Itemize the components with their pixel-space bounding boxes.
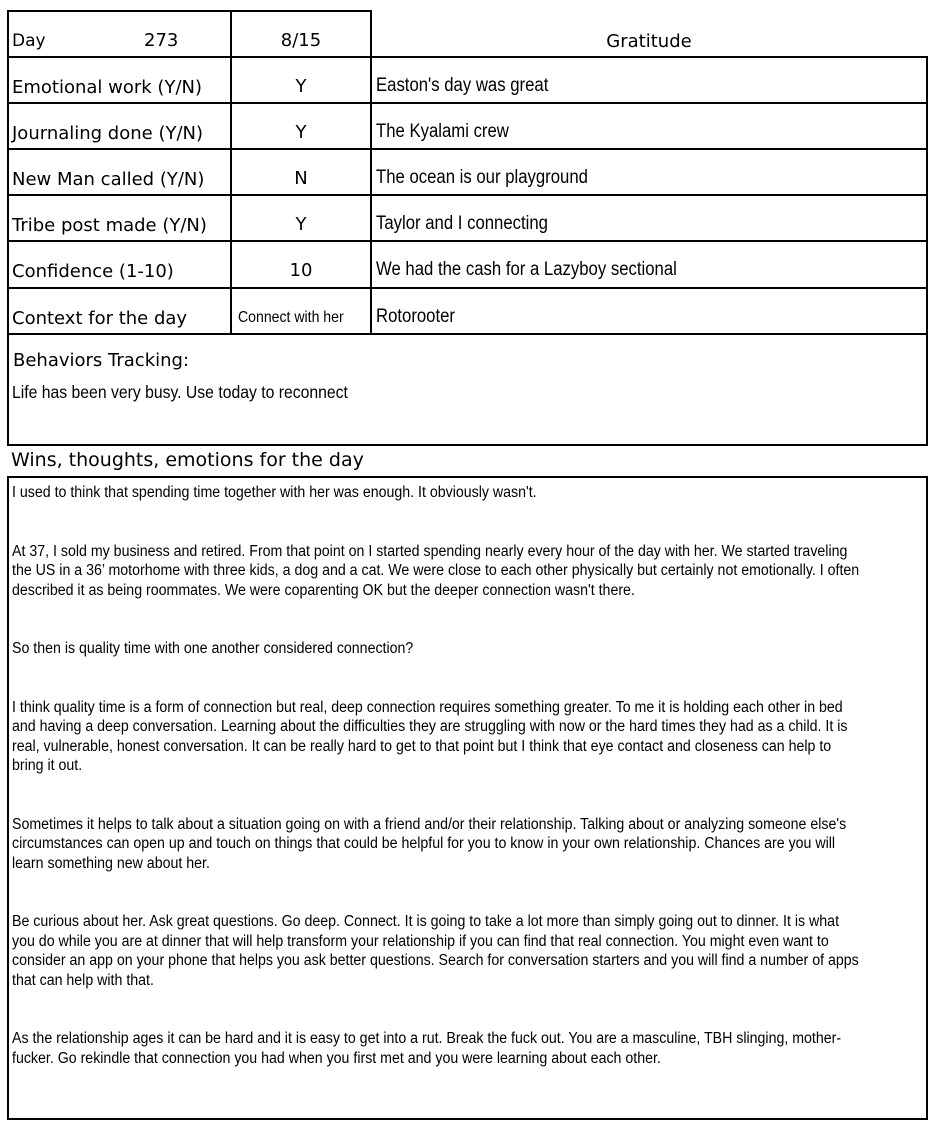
row-label: Emotional work (Y/N) (12, 77, 203, 98)
row-value[interactable]: N (294, 168, 308, 189)
table-border-left (7, 10, 9, 446)
row-value[interactable]: Y (295, 214, 307, 235)
row-value[interactable]: 10 (289, 260, 313, 281)
row-divider (7, 194, 928, 196)
day-label: Day (12, 31, 46, 51)
wins-paragraph: Sometimes it helps to talk about a situation going on with a friend and/or their relationship. Talking about or analyzing someone else's circumstances can open up and touch on things that could be helpful for you to know in your own relationship. Chances are you will learn something new about her. (12, 815, 847, 872)
wins-paragraph: At 37, I sold my business and retired. From that point on I started spending nearly every hour of the day with her. We started traveling the US in a 36’ motorhome with three kids, a dog and a cat. We were close to each other physically but certainly not emotionally. I often described it as being roommates. We were coparenting OK but the deeper connection wasn't there. (12, 542, 860, 599)
wins-paragraph: Be curious about her. Ask great questions. Go deep. Connect. It is going to take a lot more than simply going out to dinner. It is what you do while you are at dinner that will help transform your relationship if you can find that real connection. You might even want to consider an app on your phone that helps you ask better questions. Search for conversation starters and you will find a number of apps that can help with that. (12, 913, 859, 989)
column-divider (370, 10, 372, 335)
wins-content (12, 483, 863, 1068)
row-divider (7, 148, 928, 150)
wins-paragraph: As the relationship ages it can be hard and it is easy to get into a rut. Break the fuck out. You are a masculine, TBH slinging, mother-fucker. Go rekindle that connection you had when you first met and you were learning about each other. (12, 1030, 842, 1067)
row-divider (7, 56, 928, 58)
gratitude-item[interactable]: Rotorooter (376, 306, 456, 327)
wins-paragraph: I used to think that spending time together with her was enough. It obviously wasn't. (12, 484, 537, 501)
wins-heading: Wins, thoughts, emotions for the day (11, 449, 364, 471)
row-value[interactable]: Y (295, 76, 307, 97)
row-label: Confidence (1-10) (12, 261, 174, 282)
row-label: Journaling done (Y/N) (12, 123, 204, 144)
row-label: Context for the day (12, 308, 188, 329)
behaviors-heading: Behaviors Tracking: (13, 350, 190, 371)
row-divider (7, 102, 928, 104)
row-divider (7, 333, 928, 335)
day-number: 273 (144, 30, 179, 51)
entry-date: 8/15 (280, 30, 322, 51)
gratitude-item[interactable]: Taylor and I connecting (376, 213, 548, 234)
table-border-right (926, 56, 928, 446)
gratitude-item[interactable]: The Kyalami crew (376, 121, 509, 142)
wins-paragraph: I think quality time is a form of connection but real, deep connection requires something greater. To me it is holding each other in bed and having a deep conversation. Learning about the difficulties they are struggling with now or the hard times they had as a child. It is real, vulnerable, honest conversation. It can be really hard to get to that point but I think that eye contact and closeness can help to bring it out. (12, 698, 848, 774)
gratitude-heading: Gratitude (606, 31, 692, 52)
row-label: New Man called (Y/N) (12, 169, 205, 190)
behaviors-text[interactable]: Life has been very busy. Use today to reconnect (12, 382, 348, 402)
wins-text-box[interactable] (7, 476, 928, 1120)
gratitude-item[interactable]: Easton's day was great (376, 75, 549, 96)
row-label: Tribe post made (Y/N) (12, 215, 207, 236)
table-border-top (7, 10, 372, 12)
behaviors-border-bottom (7, 444, 928, 446)
row-value[interactable]: Y (295, 122, 307, 143)
row-divider (7, 240, 928, 242)
row-value[interactable]: Connect with her (238, 309, 344, 326)
gratitude-item[interactable]: The ocean is our playground (376, 167, 588, 188)
row-divider (7, 287, 928, 289)
wins-paragraph: So then is quality time with one another considered connection? (12, 640, 414, 657)
gratitude-item[interactable]: We had the cash for a Lazyboy sectional (376, 259, 677, 280)
